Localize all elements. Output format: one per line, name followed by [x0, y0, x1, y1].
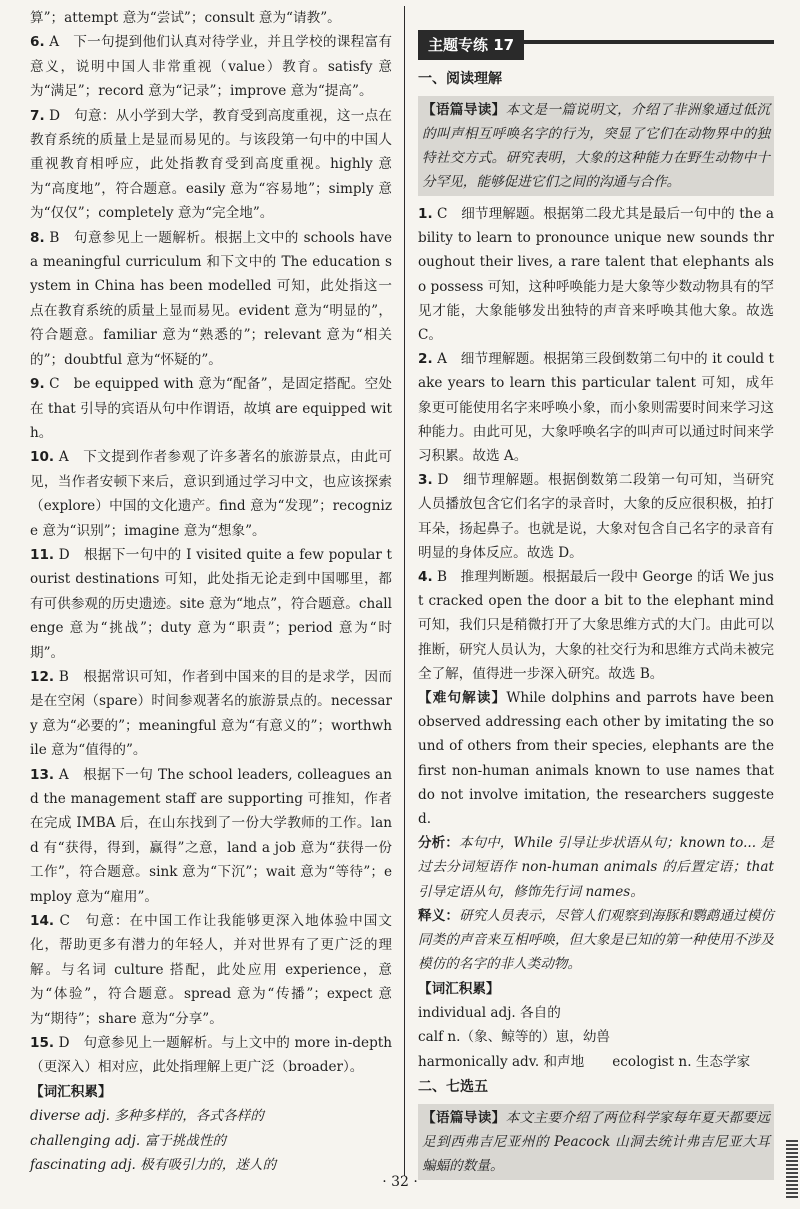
- analysis-label: 分析：: [418, 835, 459, 852]
- vocab-item: ecologist n. 生态学家: [612, 1053, 751, 1070]
- answer-explanation: A 下文提到作者参观了许多著名的旅游景点，由此可见，当作者安顿下来后，意识到通过学习中文，也应该探索（explore）中国的文化遗产。find 意为“发现”；recognize 意为“识别”；imagine 意为“想象”。: [30, 449, 392, 539]
- reading-guide-box: [418, 96, 774, 196]
- intro-line: 算”；attempt 意为“尝试”；consult 意为“请教”。: [30, 10, 341, 26]
- guide-text: 本文主要介绍了两位科学家每年夏天都要远足到西弗吉尼亚州的 Peacock 山洞去统计弗吉尼亚大耳蝙蝠的数量。: [422, 1110, 771, 1175]
- answer-explanation: C 句意：在中国工作让我能够更深入地体验中国文化，帮助更多有潜力的年轻人，并对世界有了更广泛的理解。与名词 culture 搭配，此处应用 experience，意为“体验”，符合题意。spread 意为“传播”；expect 意为“期待”；share 意为“分享”。: [30, 913, 392, 1027]
- answer-explanation: D 根据下一句中的 I visited quite a few popular tourist destinations 可知，此处指无论走到中国哪里，都有可供参观的历史遗迹。site 意为“地点”，符合题意。challenge 意为“挑战”；duty 意为“职责”；period 意为“时期”。: [30, 546, 392, 661]
- right-column: [418, 0, 774, 1186]
- vocab-item: harmonically adv. 和声地: [418, 1053, 585, 1070]
- right-answer-list: [418, 202, 774, 686]
- answer-item: [30, 543, 392, 665]
- answer-number: 11.: [30, 546, 55, 563]
- vocab-item: challenging adj. 富于挑战性的: [30, 1132, 227, 1149]
- answer-item: [30, 104, 392, 226]
- answer-explanation: C 细节理解题。根据第二段尤其是最后一句中的 the ability to learn to pronounce unique new sounds throughout their lives, a rare talent that elephants also possess 可知，这种呼唤能力是大象等少数动物具有的罕见才能，大象能够发出独特的声音来呼唤其他大象。故选 C。: [418, 206, 774, 344]
- answer-number: 12.: [30, 668, 55, 685]
- answer-explanation: B 推理判断题。根据最后一段中 George 的话 We just cracked open the door a bit to the elephant mind 可知，我们只是稍微打开了大象思维方式的大门。由此可以推断，研究人员认为，大象的社交行为和思维方式尚未被完全了解，值得进一步深入研究。故选 B。: [418, 569, 774, 682]
- answer-number: 10.: [30, 449, 55, 466]
- vocab-item: fascinating adj. 极有吸引力的，迷人的: [30, 1157, 277, 1174]
- hard-sentence-text: While dolphins and parrots have been observed addressing each other by imitating the sound of others from their species, elephants are the first non-human animals known to use names that do not involve imitation, the researchers suggested.: [418, 690, 775, 828]
- answer-number: 3.: [418, 472, 433, 489]
- answer-item: [418, 347, 774, 468]
- edge-barcode: [786, 1140, 798, 1200]
- vocab-heading: 【词汇积累】: [418, 980, 500, 997]
- vocab-item: diverse adj. 多种多样的，各式各样的: [30, 1108, 264, 1125]
- answer-item: [30, 909, 392, 1031]
- topic-title: 主题专练 17: [418, 30, 524, 60]
- answer-number: 6.: [30, 34, 45, 51]
- left-vocab-list: [30, 1104, 392, 1178]
- right-vocab-list: [418, 1001, 774, 1075]
- page-number: · 32 ·: [382, 1174, 418, 1190]
- answer-item: [418, 565, 774, 686]
- answer-item: [30, 226, 392, 372]
- answer-item: [30, 1031, 392, 1080]
- answer-item: [30, 763, 392, 909]
- answer-number: 2.: [418, 351, 433, 368]
- vocab-item: calf n.（象、鲸等的）崽，幼兽: [418, 1029, 611, 1046]
- answer-number: 1.: [418, 206, 433, 222]
- seven-choose-five-guide-box: [418, 1104, 774, 1180]
- answer-number: 14.: [30, 913, 55, 930]
- answer-number: 15.: [30, 1035, 55, 1052]
- answer-explanation: C be equipped with 意为“配备”，是固定搭配。空处在 that 引导的宾语从句中作谓语，故填 are equipped with。: [30, 376, 392, 441]
- interpretation-text: 研究人员表示，尽管人们观察到海豚和鹦鹉通过模仿同类的声音来互相呼唤，但大象是已知的第一种使用不涉及模仿的名字的非人类动物。: [418, 907, 775, 973]
- answer-item: [30, 665, 392, 763]
- topic-header: [418, 30, 774, 60]
- left-answer-list: [30, 30, 392, 1079]
- answer-item: [418, 202, 774, 347]
- hard-sentence-label: 【难句解读】: [418, 690, 507, 707]
- answer-explanation: B 根据常识可知，作者到中国来的目的是求学，因而是在空闲（spare）时间参观著名的旅游景点的。necessary 意为“必要的”；meaningful 意为“有意义的”；worthwhile 意为“值得的”。: [30, 668, 392, 759]
- answer-number: 13.: [30, 766, 55, 783]
- answer-explanation: A 下一句提到他们认真对待学业，并且学校的课程富有意义，说明中国人非常重视（value）教育。satisfy 意为“满足”；record 意为“记录”；improve 意为“提高”。: [30, 34, 392, 100]
- left-column: [30, 0, 392, 1178]
- guide-label: 【语篇导读】: [422, 102, 506, 118]
- answer-item: [30, 30, 392, 103]
- answer-number: 4.: [418, 569, 433, 586]
- answer-number: 7.: [30, 107, 45, 124]
- column-divider: [404, 6, 405, 1176]
- answer-number: 9.: [30, 376, 45, 393]
- section-reading-title: 一、阅读理解: [418, 71, 502, 87]
- answer-explanation: B 句意参见上一题解析。根据上文中的 schools have a meaningful curriculum 和下文中的 The education system in China has been modelled 可知，此处指这一点在教育系统的质量上显而易见。evident 意为“明显的”，符合题意。familiar 意为“熟悉的”；relevant 意为“相关的”；doubtful 意为“怀疑的”。: [30, 229, 392, 368]
- answer-explanation: A 根据下一句 The school leaders, colleagues and the management staff are supporting 可推知，作者在完成 IMBA 后，在山东找到了一份大学教师的工作。land 有“获得，得到，赢得”之意，land a job 意为“获得一份工作”，符合题意。sink 意为“下沉”；wait 意为“等待”；employ 意为“雇用”。: [30, 766, 392, 905]
- answer-explanation: D 句意参见上一题解析。与上文中的 more in-depth（更深入）相对应，此处指理解上更广泛（broader）。: [30, 1035, 392, 1076]
- interpretation-label: 释义：: [418, 907, 460, 924]
- answer-explanation: A 细节理解题。根据第三段倒数第二句中的 it could take years to learn this particular talent 可知，成年象更可能使用名字来呼唤小象，而小象则需要时间来学习这种能力。由此可见，大象呼唤名字的叫声可以通过时间来学习积累。故选 A。: [418, 351, 774, 465]
- answer-item: [418, 468, 774, 565]
- answer-explanation: D 细节理解题。根据倒数第二段第一句可知，当研究人员播放包含它们名字的录音时，大象的反应很积极，拍打耳朵，扬起鼻子。也就是说，大象对包含自己名字的录音有明显的身体反应。故选 D。: [418, 472, 774, 561]
- guide-label: 【语篇导读】: [422, 1110, 506, 1127]
- answer-number: 8.: [30, 229, 45, 246]
- answer-explanation: D 句意：从小学到大学，教育受到高度重视，这一点在教育系统的质量上是显而易见的。与该段第一句中的中国人重视教育相呼应，此处指教育受到高度重视。highly 意为“高度地”，符合题意。easily 意为“容易地”；simply 意为“仅仅”；completely 意为“完全地”。: [30, 107, 392, 222]
- answer-item: [30, 372, 392, 445]
- answer-item: [30, 445, 392, 543]
- vocab-heading: 【词汇积累】: [30, 1083, 112, 1100]
- vocab-item: individual adj. 各自的: [418, 1004, 561, 1021]
- guide-text: 本文是一篇说明文，介绍了非洲象通过低沉的叫声相互呼唤名字的行为，突显了它们在动物界中的独特社交方式。研究表明，大象的这种能力在野生动物中十分罕见，能够促进它们之间的沟通与合作。: [422, 102, 771, 190]
- section-seven-choose-five-title: 二、七选五: [418, 1079, 488, 1096]
- topic-rule: [518, 40, 774, 44]
- analysis-text: 本句中，While 引导让步状语从句；known to... 是过去分词短语作 non-human animals 的后置定语；that 引导定语从句，修饰先行词 names。: [418, 835, 774, 900]
